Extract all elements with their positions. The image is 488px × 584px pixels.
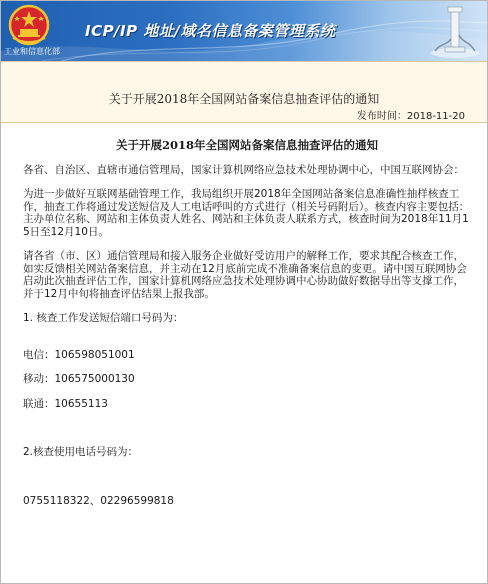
national-emblem-icon (5, 4, 53, 48)
sms-port-number: 106598051001 (54, 348, 135, 361)
publish-time: 发布时间：2018-11-20 (356, 111, 465, 122)
site-title: ICP/IP 地址/域名信息备案管理系统 (85, 22, 336, 40)
sms-port-number: 106575000130 (54, 373, 135, 385)
section-1-heading: 1. 核查工作发送短信端口号码为： (23, 312, 184, 324)
sms-carrier-label: 电信： (23, 348, 55, 361)
sms-carrier-label: 联通： (23, 397, 55, 410)
sms-port-telecom (23, 349, 471, 362)
section-2-heading: 2.核查使用电话号码为： (23, 446, 139, 458)
notice-header (1, 61, 487, 123)
sms-port-unicom (23, 398, 471, 411)
ministry-name: 工业和信息化部 (4, 47, 60, 56)
sms-port-number: 10655113 (54, 397, 108, 410)
sms-port-mobile (23, 373, 471, 386)
salutation: 各省、自治区、直辖市通信管理局，国家计算机网络应急技术处理协调中心，中国互联网协会： (23, 163, 464, 176)
notice-title: 关于开展2018年全国网站备案信息抽查评估的通知 (108, 92, 380, 106)
sms-carrier-label: 移动： (23, 373, 55, 385)
paragraph-1: 为进一步做好互联网基础管理工作，我局组织开展2018年全国网站备案信息准确性抽样核查工作，抽查工作将通过发送短信及人工电话呼叫的方式进行（相关号码附后）。核查内容主要包括：主办单位名称、网站和主体负责人姓名、网站和主体负责人联系方式，核查时间为2018年11月15日至12月10日。 (23, 188, 470, 238)
notice-content (23, 139, 471, 507)
content-title: 关于开展2018年全国网站备案信息抽查评估的通知 (115, 138, 378, 152)
paragraph-2: 请各省（市、区）通信管理局和接入服务企业做好受访用户的解释工作，要求其配合核查工作，如实反馈相关网站备案信息，并主动在12月底前完成不准确备案信息的变更。请中国互联网协会启动此次抽查评估工作，国家计算机网络应急技术处理协调中心协助做好数据导出等支撑工作，并于12月中旬将抽查评估结果上报我部。 (23, 250, 467, 300)
verification-phone-numbers: 0755118322、02296599818 (23, 494, 174, 507)
site-banner (1, 1, 487, 61)
monument-icon (429, 3, 481, 59)
